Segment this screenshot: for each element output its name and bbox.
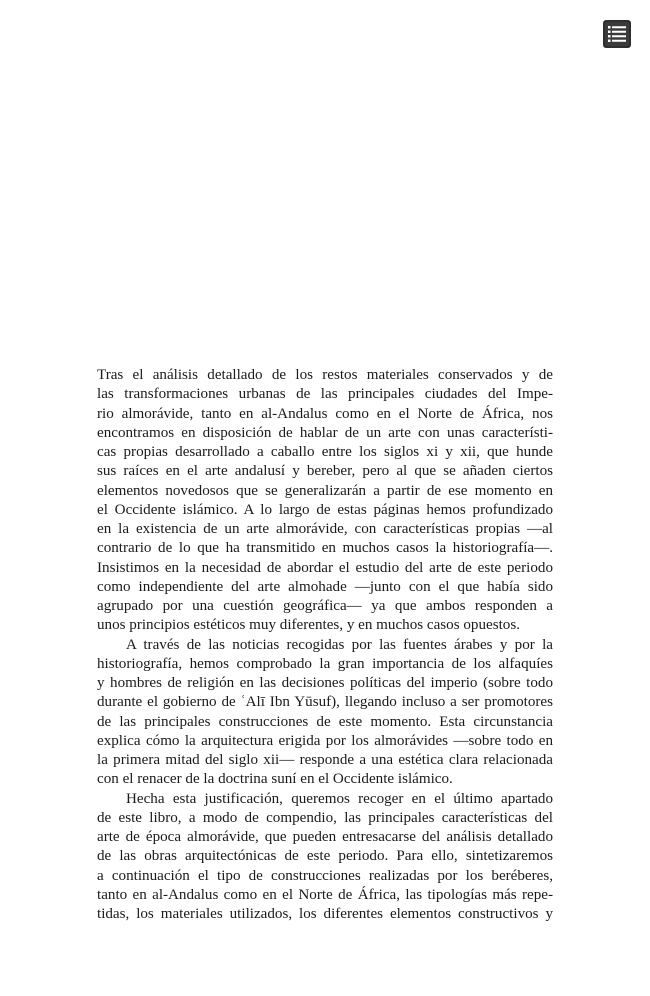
text-line: A través de las noticias recogidas por las fuentes árabes y por la (126, 636, 553, 653)
text-line: rio almorávide, tanto en al-Andalus como en el Norte de África, nos (97, 405, 553, 422)
text-line: y hombres de religión en las decisiones políticas del imperio (sobre todo (97, 675, 553, 691)
text-line: historiografía, hemos comprobado la gran importancia de los alfaquíes (97, 655, 553, 672)
menu-button[interactable] (603, 20, 631, 48)
text-line: contrario de lo que ha transmitido en muchos casos la historiografía—. (97, 540, 553, 557)
text-line: de este libro, a modo de compendio, las principales características del (97, 809, 553, 826)
text-line: elementos novedosos que se generalizarán a partir de ese momento en (97, 482, 553, 499)
text-line: como independiente del arte almohade —junto con el que había sido (97, 578, 553, 595)
text-line: agrupado por una cuestión geográfica— ya que ambos responden a (97, 598, 553, 614)
text-line: cas propias desarrollado a caballo entre los siglos xi y xii, que hunde (97, 444, 553, 460)
text-line: durante el gobierno de ʿAlī Ibn Yūsuf), llegando incluso a ser promotores (97, 694, 553, 711)
text-line: Tras el análisis detallado de los restos materiales conservados y de (97, 367, 553, 383)
text-line: tanto en al-Andalus como en el Norte de África, las tipologías más repe- (97, 886, 553, 903)
text-line: unos principios estéticos muy diferentes, y en muchos casos opuestos. (97, 617, 520, 634)
text-line: Hecha esta justificación, queremos recoger en el último apartado (126, 790, 553, 807)
text-line: las transformaciones urbanas de las principales ciudades del Impe- (97, 386, 553, 403)
text-line: la primera mitad del siglo xii— responde a una estética clara relacionada (97, 752, 553, 768)
text-line: encontramos en disposición de hablar de un arte con unas característi- (97, 424, 553, 441)
text-line: arte de época almorávide, que pueden entresacarse del análisis detallado (97, 829, 553, 845)
text-line: con el renacer de la doctrina suní en el Occidente islámico. (97, 771, 453, 788)
text-line: en la existencia de un arte almorávide, con características propias —al (97, 521, 553, 537)
paragraph-1 (97, 366, 553, 636)
paragraph-3 (97, 790, 553, 925)
text-line: el Occidente islámico. A lo largo de estas páginas hemos profundizado (97, 501, 553, 518)
text-line: de las obras arquitectónicas de este periodo. Para ello, sintetizaremos (97, 848, 553, 865)
text-line: sus raíces en el arte andalusí y bereber, pero al que se añaden ciertos (97, 463, 553, 480)
page-text (97, 366, 553, 924)
text-line: tidas, los materiales utilizados, los diferentes elementos constructivos y (97, 906, 553, 922)
text-line: Insistimos en la necesidad de abordar el estudio del arte de este periodo (97, 559, 553, 576)
paragraph-2 (97, 636, 553, 790)
list-menu-icon (603, 20, 631, 48)
text-line: de las principales construcciones de este momento. Esta circunstancia (97, 713, 553, 730)
text-line: explica cómo la arquitectura erigida por los almorávides —sobre todo en (97, 732, 553, 749)
text-line: a continuación el tipo de construcciones realizadas por los beréberes, (97, 867, 553, 884)
